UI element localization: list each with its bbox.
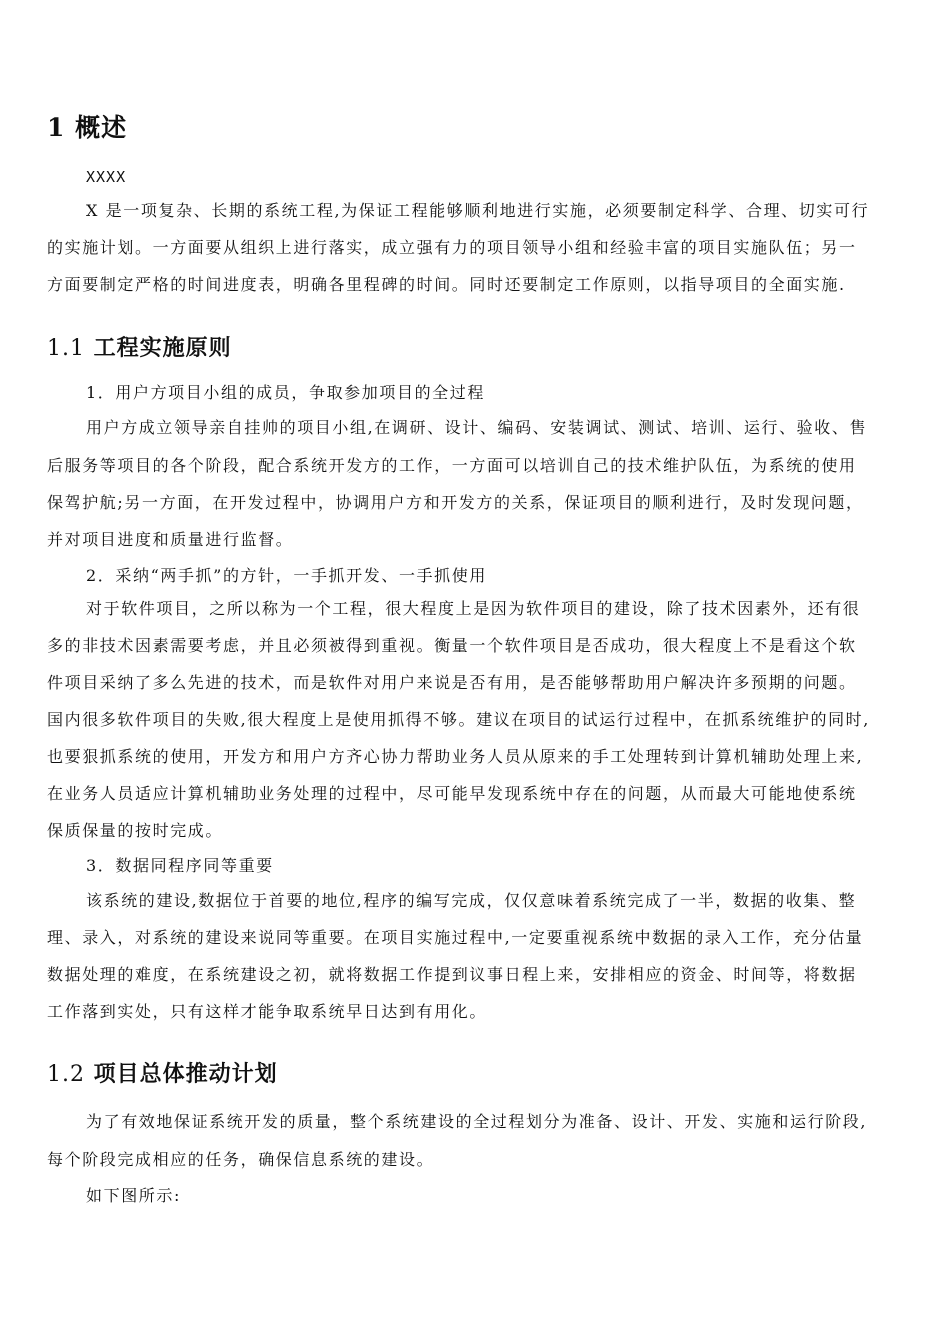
intro-line-1: X 是一项复杂、长期的系统工程,为保证工程能够顺利地进行实施，必须要制定科学、合理、切实可行	[86, 201, 870, 220]
item2-title: 2．采纳“两手抓”的方针，一手抓开发、一手抓使用	[86, 566, 487, 585]
item1-title: 1．用户方项目小组的成员，争取参加项目的全过程	[86, 383, 485, 402]
heading-1-1-title: 工程实施原则	[93, 335, 232, 361]
heading-1-1-number: 1.1	[47, 336, 85, 361]
heading-1-1	[47, 331, 232, 362]
item3-line-1: 该系统的建设,数据位于首要的地位,程序的编写完成，仅仅意味着系统完成了一半，数据的收集、整	[86, 891, 857, 910]
item2-line-3: 件项目采纳了多么先进的技术，而是软件对用户来说是否有用，是否能够帮助用户解决许多预期的问题。	[47, 673, 857, 692]
plan-line-2: 每个阶段完成相应的任务，确保信息系统的建设。	[47, 1150, 435, 1169]
item2-line-4: 国内很多软件项目的失败,很大程度上是使用抓得不够。建议在项目的试运行过程中，在抓系统维护的同时,	[47, 710, 870, 729]
item3-title: 3．数据同程序同等重要	[86, 856, 274, 875]
heading-1-2	[47, 1057, 278, 1088]
intro-line-3: 方面要制定严格的时间进度表，明确各里程碑的时间。同时还要制定工作原则，以指导项目的全面实施.	[47, 275, 846, 294]
item3-line-2: 理、录入，对系统的建设来说同等重要。在项目实施过程中,一定要重视系统中数据的录入工作，充分估量	[47, 928, 864, 947]
item1-line-2: 后服务等项目的各个阶段，配合系统开发方的工作，一方面可以培训自己的技术维护队伍，为系统的使用	[47, 456, 857, 475]
plan-line-1: 为了有效地保证系统开发的质量，整个系统建设的全过程划分为准备、设计、开发、实施和运行阶段,	[86, 1112, 868, 1131]
plan-closing: 如下图所示:	[86, 1186, 181, 1205]
intro-code: XXXX	[86, 168, 127, 186]
item1-line-1: 用户方成立领导亲自挂帅的项目小组,在调研、设计、编码、安装调试、测试、培训、运行、验收、售	[86, 418, 868, 437]
heading-overview: 1 概述	[47, 113, 128, 142]
item1-line-4: 并对项目进度和质量进行监督。	[47, 530, 294, 549]
item3-line-4: 工作落到实处，只有这样才能争取系统早日达到有用化。	[47, 1002, 488, 1021]
item2-line-5: 也要狠抓系统的使用，开发方和用户方齐心协力帮助业务人员从原来的手工处理转到计算机辅助处理上来,	[47, 747, 864, 766]
item3-line-3: 数据处理的难度，在系统建设之初，就将数据工作提到议事日程上来，安排相应的资金、时间等，将数据	[47, 965, 857, 984]
heading-1-2-title: 项目总体推动计划	[93, 1061, 278, 1087]
item2-line-2: 多的非技术因素需要考虑，并且必须被得到重视。衡量一个软件项目是否成功，很大程度上不是看这个软	[47, 636, 857, 655]
intro-line-2: 的实施计划。一方面要从组织上进行落实，成立强有力的项目领导小组和经验丰富的项目实施队伍；另一	[47, 238, 857, 257]
item2-line-7: 保质保量的按时完成。	[47, 821, 224, 840]
heading-1-2-number: 1.2	[47, 1062, 85, 1087]
item2-line-6: 在业务人员适应计算机辅助业务处理的过程中，尽可能早发现系统中存在的问题，从而最大可能地使系统	[47, 784, 857, 803]
item2-line-1: 对于软件项目，之所以称为一个工程，很大程度上是因为软件项目的建设，除了技术因素外，还有很	[86, 599, 861, 618]
item1-line-3: 保驾护航;另一方面，在开发过程中，协调用户方和开发方的关系，保证项目的顺利进行，及时发现问题，	[47, 493, 864, 512]
